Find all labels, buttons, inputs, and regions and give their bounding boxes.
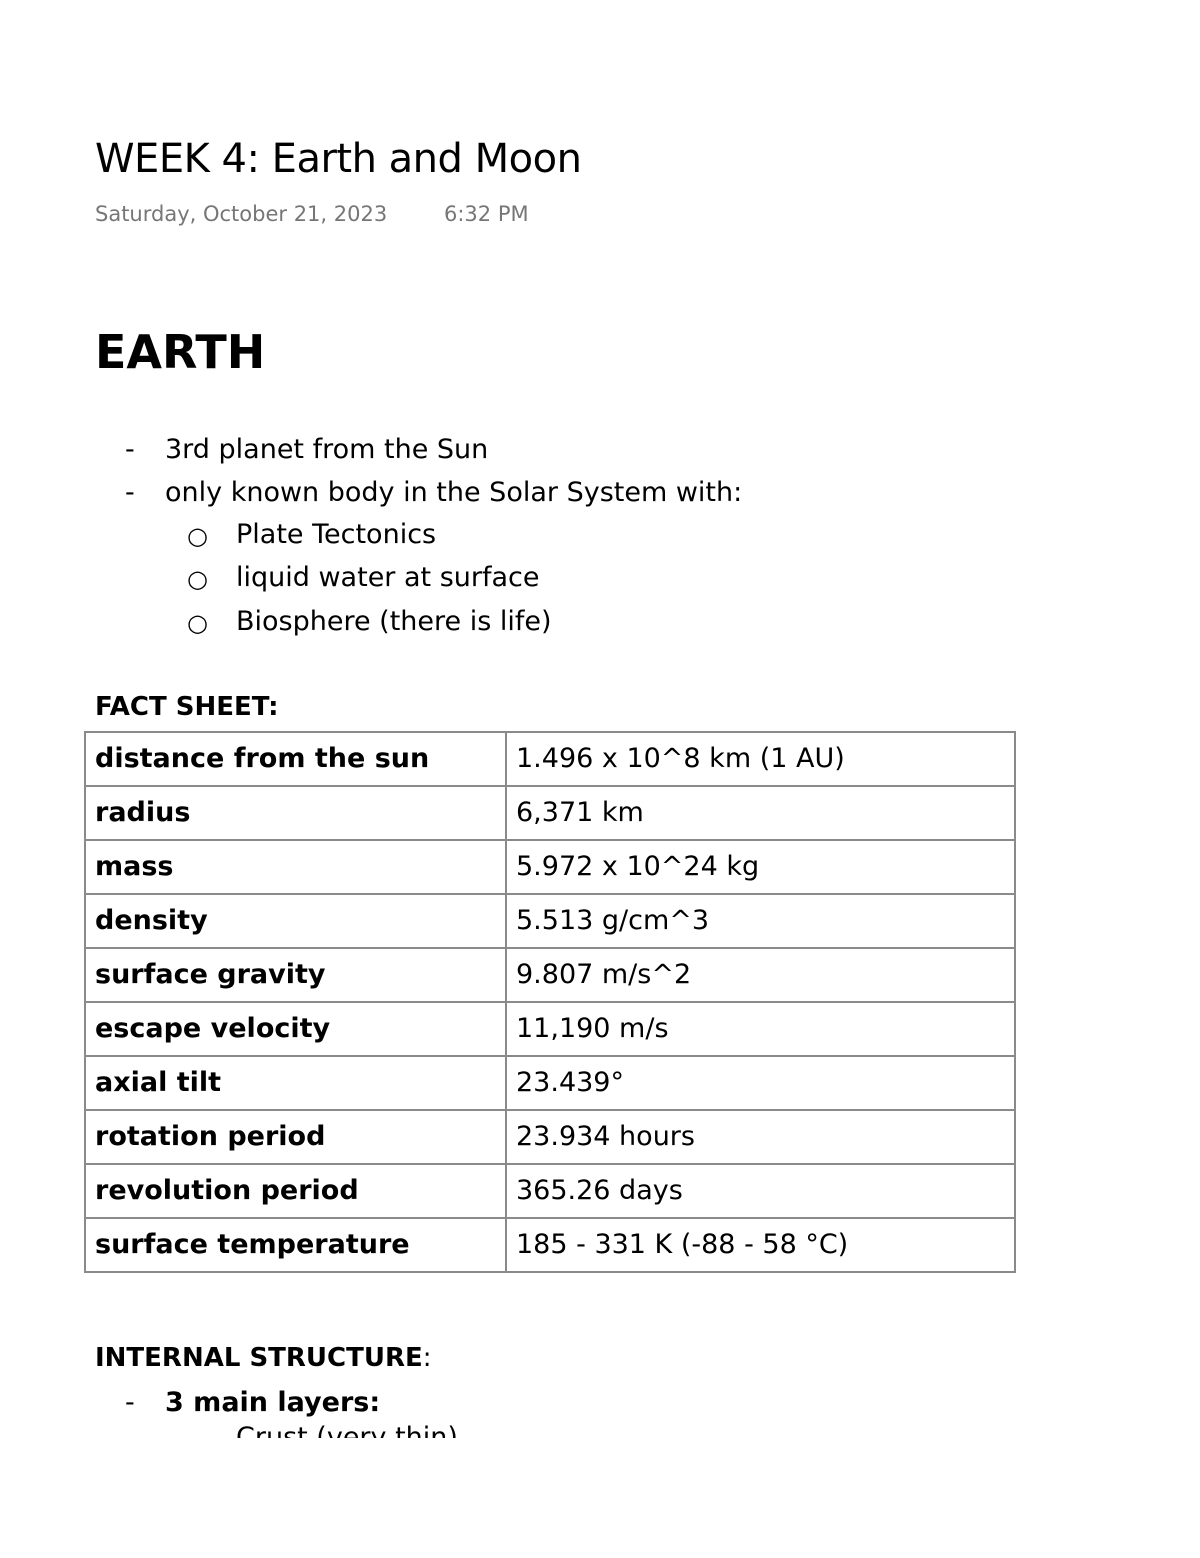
table-cell-key: revolution period [85,1164,506,1218]
table-cell-value: 5.972 x 10^24 kg [506,840,1015,894]
table-cell-key: surface gravity [85,948,506,1002]
list-item: Biosphere (there is life) [236,606,552,637]
table-cell-value: 6,371 km [506,786,1015,840]
circle-bullet-glyph: ○ [187,522,208,550]
list-item: liquid water at surface [236,562,540,593]
internal-structure-label [95,1341,432,1375]
table-cell-value: 11,190 m/s [506,1002,1015,1056]
list-item: Plate Tectonics [236,519,437,550]
page-time: 6:32 PM [444,202,529,226]
table-cell-value: 5.513 g/cm^3 [506,894,1015,948]
page-cutoff-mask [0,1438,1200,1558]
circle-bullet-glyph: ○ [187,609,208,637]
page-title: WEEK 4: Earth and Moon [95,136,582,182]
page-date: Saturday, October 21, 2023 [95,202,388,226]
table-cell-key: escape velocity [85,1002,506,1056]
table-row [85,894,1015,948]
table-row [85,1164,1015,1218]
table-row [85,948,1015,1002]
table-row [85,1056,1015,1110]
table-cell-value: 365.26 days [506,1164,1015,1218]
fact-sheet-table [84,731,1016,1273]
table-cell-value: 1.496 x 10^8 km (1 AU) [506,732,1015,786]
section-heading-earth: EARTH [95,325,266,379]
table-cell-key: rotation period [85,1110,506,1164]
table-cell-value: 23.439° [506,1056,1015,1110]
internal-structure-label-colon: : [422,1343,432,1373]
table-cell-value: 9.807 m/s^2 [506,948,1015,1002]
table-row [85,1110,1015,1164]
fact-sheet-label: FACT SHEET: [95,692,279,722]
dash-bullet-glyph: - [125,1387,135,1418]
dash-bullet-glyph: - [125,477,135,508]
table-row [85,1218,1015,1272]
list-item: only known body in the Solar System with: [165,477,743,508]
table-cell-value: 185 - 331 K (-88 - 58 °C) [506,1218,1015,1272]
table-row [85,732,1015,786]
dash-bullet-glyph: - [125,434,135,465]
table-cell-key: density [85,894,506,948]
table-cell-key: radius [85,786,506,840]
table-cell-key: mass [85,840,506,894]
table-cell-key: axial tilt [85,1056,506,1110]
circle-bullet-glyph: ○ [187,565,208,593]
table-row [85,786,1015,840]
table-cell-key: surface temperature [85,1218,506,1272]
table-row [85,1002,1015,1056]
table-row [85,840,1015,894]
internal-structure-label-text: INTERNAL STRUCTURE [95,1343,423,1373]
table-cell-key: distance from the sun [85,732,506,786]
table-cell-value: 23.934 hours [506,1110,1015,1164]
list-item: 3 main layers: [165,1387,381,1418]
list-item: 3rd planet from the Sun [165,434,489,465]
